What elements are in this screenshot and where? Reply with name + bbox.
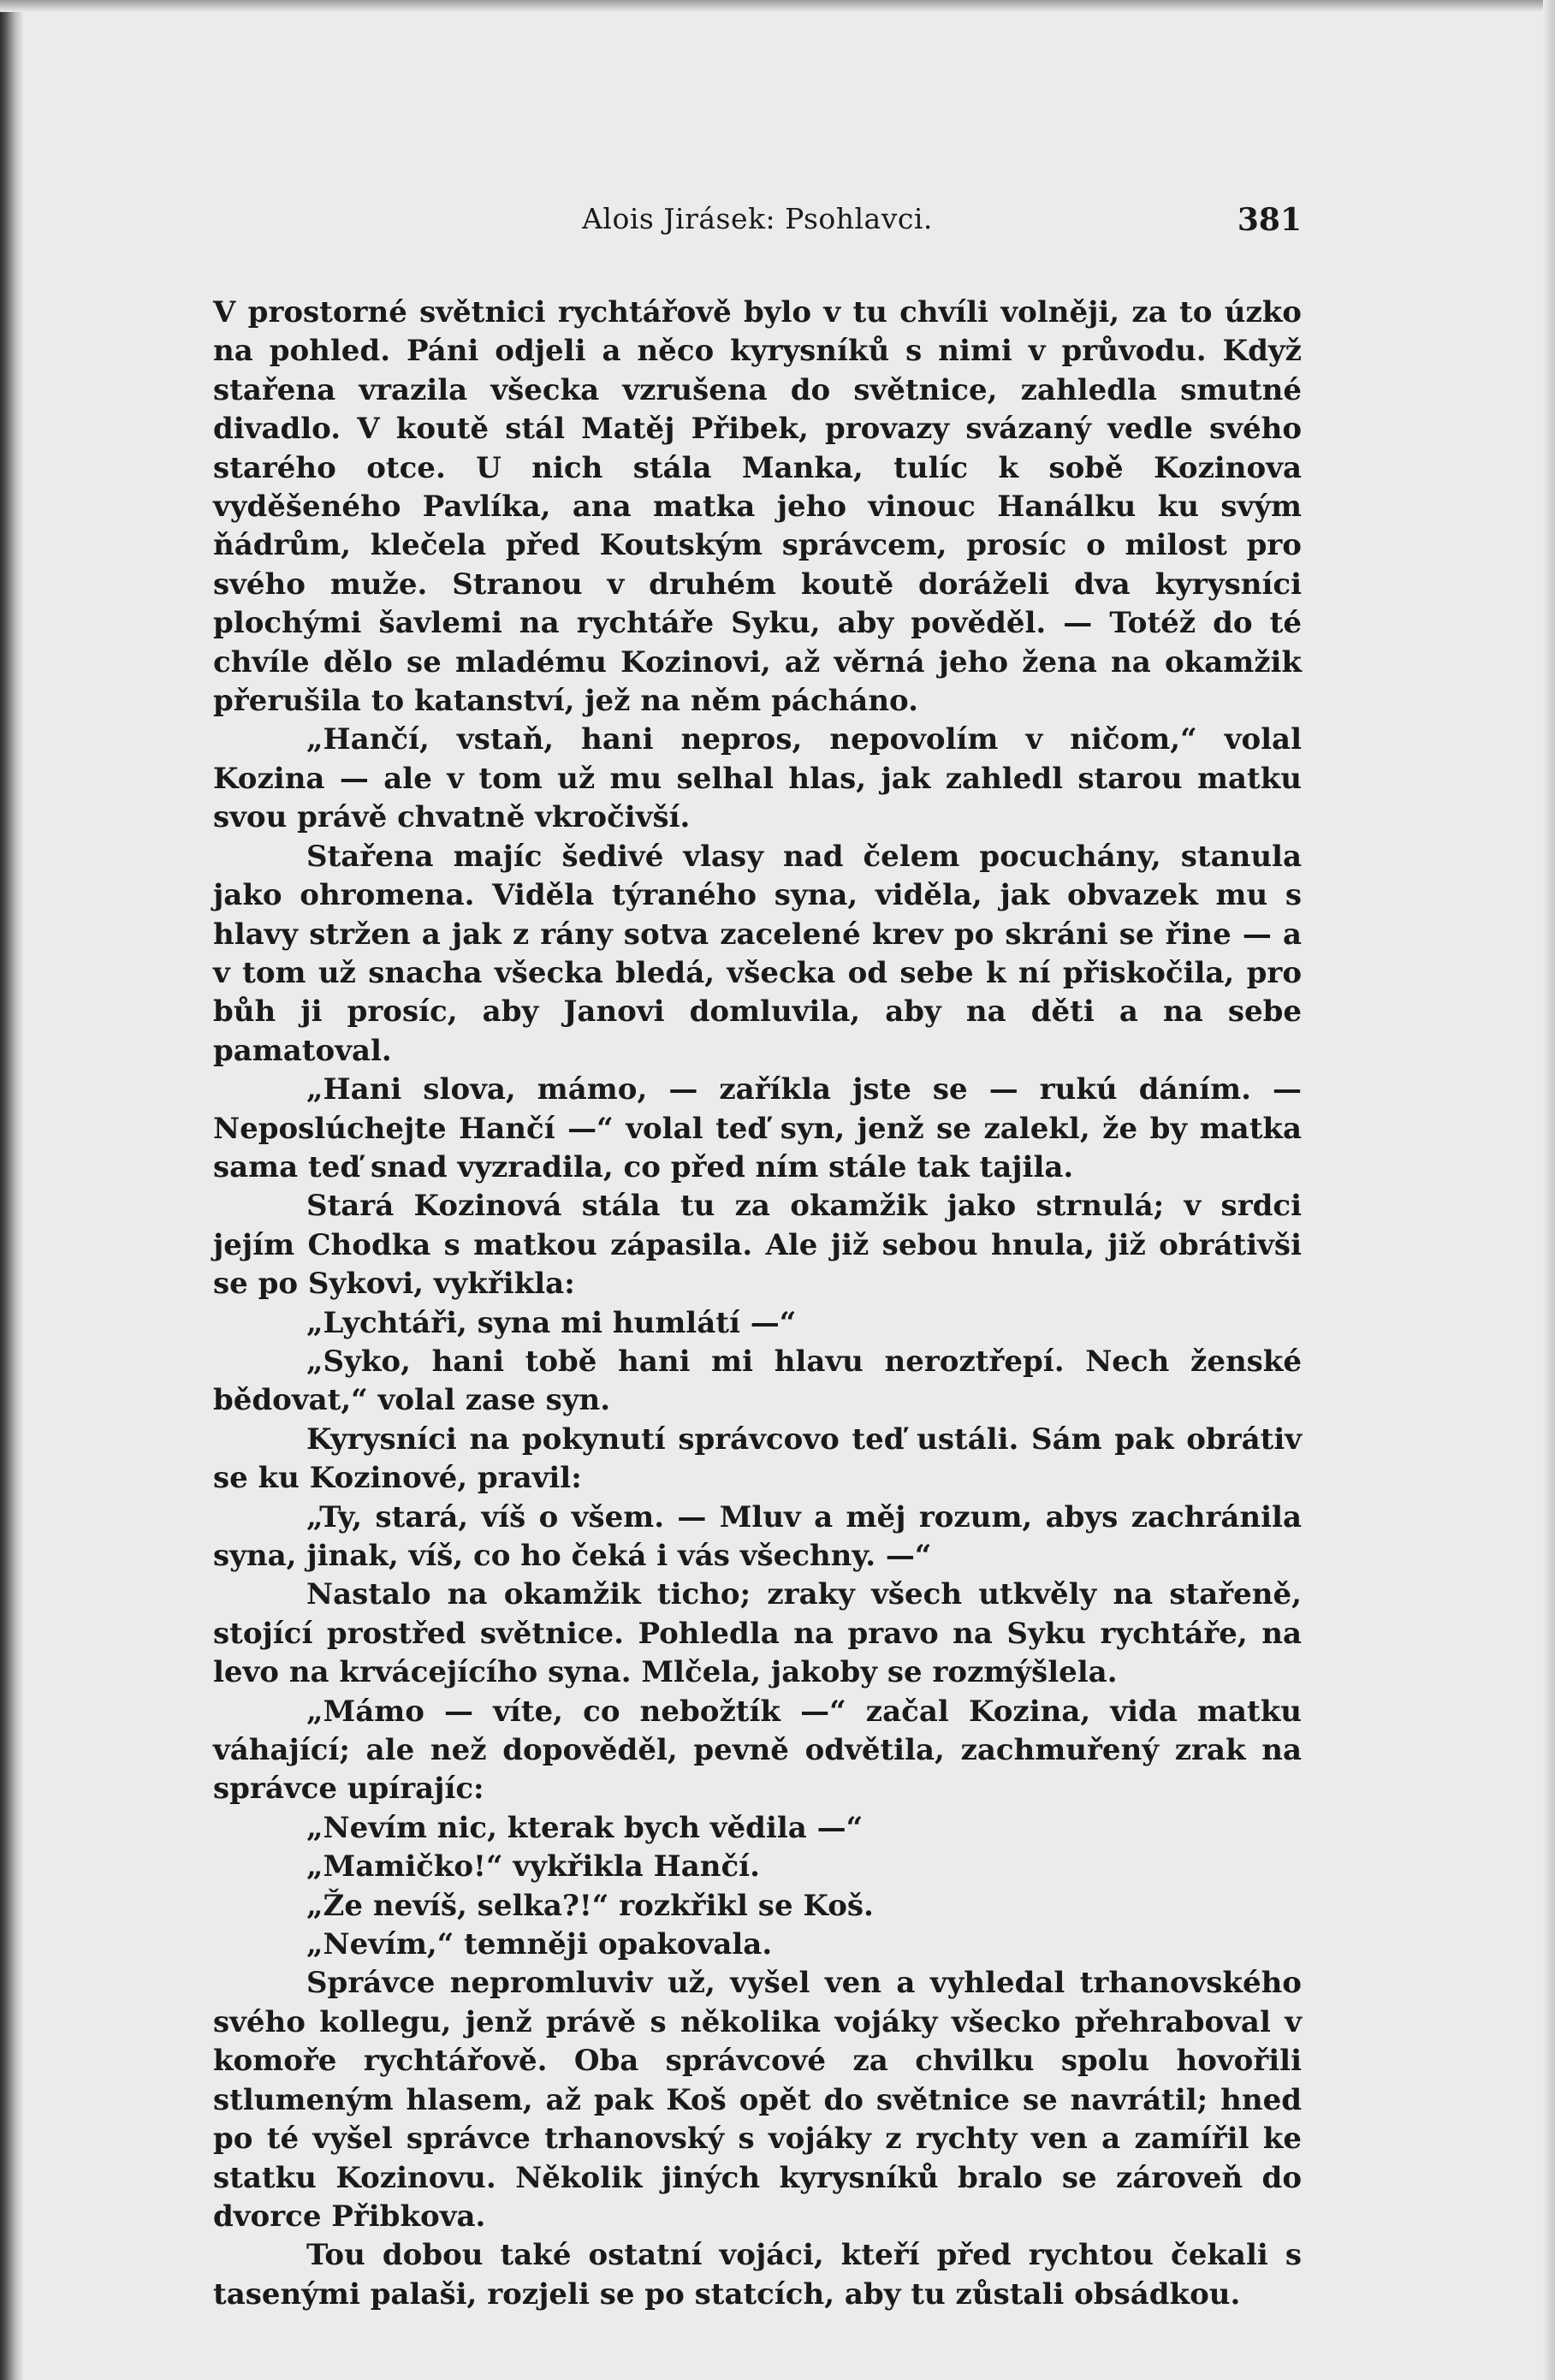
running-head <box>213 202 1302 255</box>
paragraph: Stará Kozinová stála tu za okamžik jako strnulá; v srdci jejím Chodka s matkou zápasila. Ale již sebou hnula, již obrátivši se po Sykovi, vykřikla: <box>213 1189 1302 1302</box>
paragraph: V prostorné světnici rychtářově bylo v tu chvíli volněji, za to úzko na pohled. Páni odjeli a něco kyrysníků s nimi v průvodu. Když stařena vrazila všecka vzrušena do světnice, zahledla smutné divadlo. V koutě stál Matěj Přibek, provazy svázaný vedle svého starého otce. U nich stála Manka, tulíc k sobě Kozinova vyděšeného Pavlíka, ana matka jeho vinouc Hanálku ku svým ňádrům, klečela před Koutským správcem, prosíc o milost pro svého muže. Stranou v druhém koutě doráželi dva kyrysníci plochými šavlemi na rychtáře Syku, aby pověděl. — Totéž do té chvíle dělo se mladému Kozinovi, až věrná jeho žena na okamžik přerušila to katanství, jež na něm pácháno. <box>213 295 1302 719</box>
page-edge-shadow <box>0 0 24 2380</box>
paragraph: Nastalo na okamžik ticho; zraky všech utkvěly na stařeně, stojící prostřed světnice. Pohledla na pravo na Syku rychtáře, na levo na krvácejícího syna. Mlčela, jakoby se rozmýšlela. <box>213 1577 1302 1690</box>
paragraph: Tou dobou také ostatní vojáci, kteří před rychtou čekali s tasenými palaši, rozjeli se po statcích, aby tu zůstali obsádkou. <box>213 2238 1302 2312</box>
running-title: Alois Jirásek: Psohlavci. <box>582 202 933 235</box>
paragraph: „Hančí, vstaň, hani nepros, nepovolím v ničom,“ volal Kozina — ale v tom už mu selhal hlas, jak zahledl starou matku svou právě chvatně vkročivší. <box>213 722 1302 835</box>
paragraph: „Nevím nic, kterak bych vědila —“ <box>306 1810 864 1845</box>
paragraph: „Mámo — víte, co nebožtík —“ začal Kozina, vida matku váhající; ale než dopověděl, pevně odvětila, zachmuřený zrak na správce upírajíc: <box>213 1694 1302 1807</box>
paragraph: „Syko, hani tobě hani mi hlavu neroztřepí. Nech ženské bědovat,“ volal zase syn. <box>213 1344 1302 1418</box>
paragraph: „Mamičko!“ vykřikla Hančí. <box>306 1849 760 1884</box>
paragraph: Správce nepromluviv už, vyšel ven a vyhledal trhanovského svého kollegu, jenž právě s několika vojáky všecko přehraboval v komoře rychtářově. Oba správcové za chvilku spolu hovořili stlumeným hlasem, až pak Koš opět do světnice se navrátil; hned po té vyšel správce trhanovský s vojáky z rychty ven a zamířil ke statku Kozinovu. Několik jiných kyrysníků bralo se zároveň do dvorce Přibkova. <box>213 1966 1302 2234</box>
paragraph: „Lychtáři, syna mi humlátí —“ <box>306 1305 797 1340</box>
paragraph: Kyrysníci na pokynutí správcovo teď ustáli. Sám pak obrátiv se ku Kozinové, pravil: <box>213 1421 1302 1496</box>
paragraph: „Hani slova, mámo, — zaříkla jste se — rukú dáním. — Neposlúchejte Hančí —“ volal teď syn, jenž se zalekl, že by matka sama teď snad vyzradila, co před ním stále tak tajila. <box>213 1072 1302 1184</box>
page-number: 381 <box>1237 202 1302 238</box>
page-top-shadow <box>0 0 1555 12</box>
paragraph: „Že nevíš, selka?!“ rozkřikl se Koš. <box>306 1888 874 1923</box>
paragraph: „Ty, stará, víš o všem. — Mluv a měj rozum, abys zachránila syna, jinak, víš, co ho čeká i vás všechny. —“ <box>213 1499 1302 1573</box>
book-page <box>213 202 1302 2314</box>
paragraph: Stařena majíc šedivé vlasy nad čelem pocuchány, stanula jako ohromena. Viděla týraného syna, viděla, jak obvazek mu s hlavy stržen a jak z rány sotva zacelené krev po skráni se řine — a v tom už snacha všecka bledá, všecka od sebe k ní přiskočila, pro bůh ji prosíc, aby Janovi domluvila, aby na děti a na sebe pamatoval. <box>213 839 1302 1068</box>
body-text <box>213 294 1302 2314</box>
page-right-shadow <box>1543 0 1555 2380</box>
paragraph: „Nevím,“ temněji opakovala. <box>306 1927 773 1962</box>
